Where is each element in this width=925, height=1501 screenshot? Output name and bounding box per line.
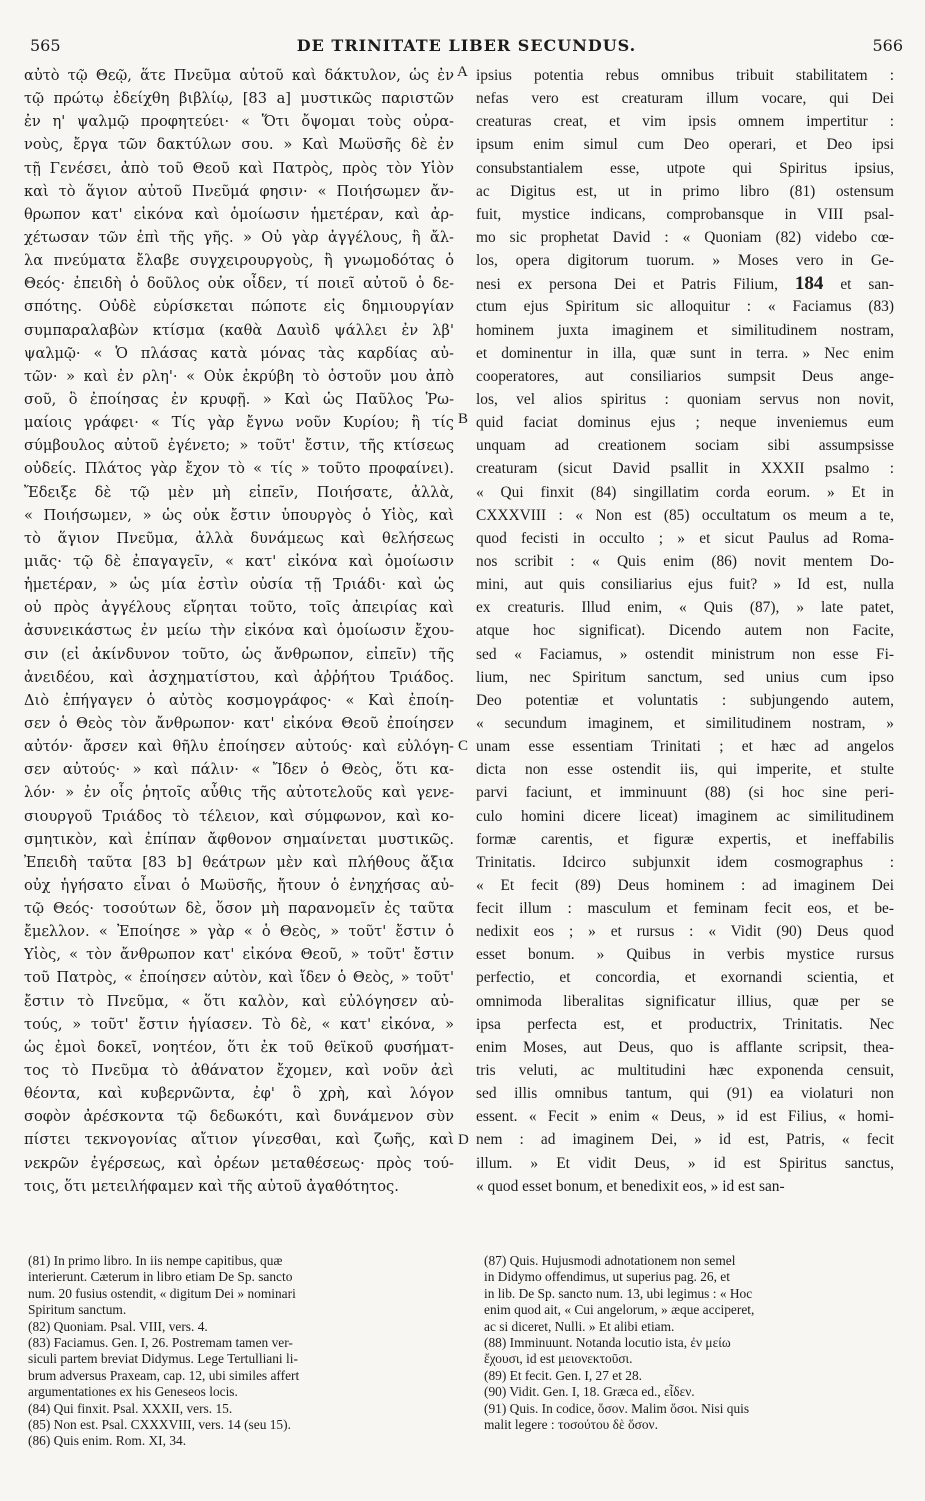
latin-text-line: nedixit eos ; » et rursus : « Vidit (90) Deus quod bbox=[476, 923, 894, 941]
latin-text-line: los, opera digitorum tuorum. » Moses vero in Ge- bbox=[476, 252, 894, 270]
greek-text-line: τῶν· » καὶ ἐν ρλη'· « Οὐκ ἐκρύβη τὸ ὀστοῦν μου ἀπὸ bbox=[24, 367, 454, 385]
footnote-line: (83) Faciamus. Gen. I, 26. Postremam tamen ver- bbox=[28, 1334, 293, 1350]
greek-text-line: αὐτὸ τῷ Θεῷ, ἅτε Πνεῦμα αὐτοῦ καὶ δάκτυλον, ὡς ἐν bbox=[24, 67, 454, 84]
latin-text-line: unam esse essentiam Trinitati ; et hæc ad angelos bbox=[476, 738, 894, 756]
greek-text-line: οὐχ ἡγήσατο εἶναι ὁ Μωϋσῆς, ἤτουν ὁ ἐνηχήσας αὐ- bbox=[24, 876, 454, 894]
latin-text-line: nos scribit : « Quis enim (86) novit mentem Do- bbox=[476, 552, 894, 570]
greek-text-line: ἀνειδέου, καὶ ἀσχηματίστου, καὶ ἀῤῥήτου Τριάδος. bbox=[24, 668, 454, 686]
latin-text-line: mini, aut quis consiliarius ejus fuit? » Id est, nulla bbox=[476, 576, 894, 594]
latin-text-line: creaturam (sicut David psallit in XXXII psalmo : bbox=[476, 460, 894, 478]
latin-text-line: parvi faciunt, et imminuunt (88) (si hoc sine peri- bbox=[476, 784, 894, 802]
latin-text-line: fecit illum : masculum et feminam fecit eos, et be- bbox=[476, 900, 894, 918]
latin-text-line: nem : ad imaginem Dei, » id est, Patris, « fecit bbox=[476, 1131, 894, 1149]
greek-text-line: « Ποιήσωμεν, » ὡς οὐκ ἔστιν ὑπουργὸς ὁ Υἱὸς, καὶ bbox=[24, 506, 454, 524]
footnote-line: in Didymo offendimus, ut superius pag. 26, et bbox=[484, 1269, 730, 1285]
latin-text-line: mo sic prophetat David : « Quoniam (82) videbo cœ- bbox=[476, 228, 894, 246]
latin-text-line: sed « Faciamus, » ostendit ministrum non esse Fi- bbox=[476, 645, 894, 663]
greek-text-line: θέοντα, καὶ κυβερνῶντα, ἐφ' ὃ χρὴ, καὶ λόγον bbox=[24, 1085, 454, 1103]
footnote-line: brum adversus Praxeam, cap. 12, ubi similes affert bbox=[28, 1367, 300, 1383]
latin-text-line: ipsius potentia rebus omnibus tribuit stabilitatem : bbox=[476, 67, 894, 84]
footnote-line: Spiritum sanctum. bbox=[28, 1302, 127, 1318]
greek-text-line: μαίοις γράφει· « Τίς γὰρ ἔγνω νοῦν Κυρίου; ἢ τίς bbox=[24, 414, 454, 432]
latin-text-line: Trinitatis. Idcirco subjunxit idem cosmographus : bbox=[476, 853, 894, 871]
greek-text-line: συμπαραλαβὼν κτίσμα (καθὰ Δαυὶδ ψάλλει ἐν λβ' bbox=[24, 321, 454, 339]
latin-text-line: Deo potentiæ et voluntatis : subjungendo autem, bbox=[476, 691, 894, 709]
footnotes-left bbox=[28, 1253, 448, 1450]
latin-text-line: cooperatores, aut consiliarios sumpsit Deus ange- bbox=[476, 367, 894, 385]
greek-text-line: Διὸ ἐπήγαγεν ὁ αὐτὸς κοσμογράφος· « Καὶ ἐποίη- bbox=[24, 691, 454, 709]
greek-text-line: τούς, » τοῦτ' ἔστιν ἡγίασεν. Τὸ δὲ, « κατ' εἰκόνα, » bbox=[24, 1015, 454, 1033]
footnote-line: ac si diceret, Nulli. » Et alibi etiam. bbox=[484, 1318, 675, 1334]
footnote-line: (88) Imminuunt. Notanda locutio ista, ἐν μείω bbox=[484, 1334, 731, 1350]
greek-text-line: λόν· » ἐν οἷς ῥητοῖς αὖθις τῆς αὐτοτελοῦς καὶ γενε- bbox=[24, 784, 454, 802]
greek-text-line: τοῦ Πατρὸς, « ἐποίησεν αὐτὸν, καὶ ἴδεν ὁ Θεὸς, » τοῦτ' bbox=[24, 969, 454, 987]
greek-text-line: οὐ πρὸς ἀγγέλους εἴρηται τοῦτο, τοῖς ἀπειρίας καὶ bbox=[24, 599, 454, 617]
page-number-left: 565 bbox=[30, 36, 61, 55]
footnote-line: (82) Quoniam. Psal. VIII, vers. 4. bbox=[28, 1318, 208, 1334]
greek-text-line: πίστει τεκνογονίας αἴτιον γίνεσθαι, καὶ ζωῆς, καὶ bbox=[24, 1131, 454, 1149]
greek-text-line: σιουργοῦ Τριάδος τὸ τέλειον, καὶ σύμφωνον, καὶ κο- bbox=[24, 807, 454, 825]
latin-text-line: los, vel alios spiritus : quoniam servus non novit, bbox=[476, 390, 894, 408]
latin-text-line: ipsum enim simul cum Deo operari, et Deo ipsi bbox=[476, 136, 894, 154]
running-title: DE TRINITATE LIBER SECUNDUS. bbox=[296, 36, 637, 55]
latin-text-line: quid faciat dominus ejus ; neque inveniemus eum bbox=[476, 414, 894, 432]
latin-text-line: et dominentur in illa, quæ sunt in terra. » Nec enim bbox=[476, 344, 894, 362]
latin-text-line: « Qui finxit (84) singillatim corda eorum. » Et in bbox=[476, 483, 894, 501]
footnote-line: enim quod ait, « Cui angelorum, » æque acciperet, bbox=[484, 1302, 755, 1318]
latin-text-line: ctum ejus Spiritum sic alloquitur : « Faciamus (83) bbox=[476, 298, 894, 316]
footnotes-right bbox=[484, 1253, 899, 1433]
greek-text-line: αὐτόν· ἄρσεν καὶ θῆλυ ἐποίησεν αὐτούς· καὶ εὐλόγη- bbox=[24, 738, 454, 756]
greek-text-line: Υἱὸς, « τὸν ἄνθρωπον κατ' εἰκόνα Θεοῦ, » τοῦτ' ἔστιν bbox=[24, 946, 454, 964]
greek-text-line: θρωπον κατ' εἰκόνα καὶ ὁμοίωσιν ἡμετέραν, καὶ ἀρ- bbox=[24, 205, 454, 223]
greek-text-line: μιᾶς· τῷ δὲ ἐπαγαγεῖν, « κατ' εἰκόνα καὶ ὁμοίωσιν bbox=[24, 552, 454, 570]
footnote-line: malit legere : τοσούτου δὲ ὅσον. bbox=[484, 1416, 658, 1432]
latin-text-line: nefas vero est creaturam illum vocare, qui Dei bbox=[476, 90, 894, 108]
greek-text-line: ἐν η' ψαλμῷ προφητεύει· « Ὅτι ὄψομαι τοὺς οὐρα- bbox=[24, 113, 454, 131]
greek-text-line: νεκρῶν ἐγέρσεως, καὶ ὀρέων μεταθέσεως· πρὸς τού- bbox=[24, 1154, 454, 1172]
footnote-line: (89) Et fecit. Gen. I, 27 et 28. bbox=[484, 1367, 643, 1383]
greek-text-line: οὐδείς. Πλάτος γὰρ ἔχον τὸ « τίς » τοῦτο προφαίνει). bbox=[24, 460, 454, 478]
greek-text-line: καὶ τὸ ἅγιον αὐτοῦ Πνεῦμά φησιν· « Ποιήσωμεν ἄν- bbox=[24, 182, 454, 200]
footnote-line: interierunt. Cæterum in libro etiam De Sp. sancto bbox=[28, 1269, 293, 1285]
greek-text-line: σμητικὸν, καὶ ἐπίπαν ἄφθονον σημαίνεται μυστικῶς. bbox=[24, 830, 454, 848]
latin-text-line: sed illis omnibus tantum, qui (91) ea violaturi non bbox=[476, 1085, 894, 1103]
footnote-line: (84) Qui finxit. Psal. XXXII, vers. 15. bbox=[28, 1400, 233, 1416]
latin-text-line: CXXXVIII : « Non est (85) occultatum os meum a te, bbox=[476, 506, 894, 524]
latin-text-line: culo homini dicere liceat) imaginem ac similitudinem bbox=[476, 807, 894, 825]
margin-letter-b: B bbox=[458, 411, 469, 427]
latin-text-line: illum. » Et vidit Deus, » id est Spiritus sanctus, bbox=[476, 1154, 894, 1172]
latin-text-line: dicta non esse ostendit iis, qui imperite, et stulte bbox=[476, 761, 894, 779]
greek-text-line: σοῦ, ὃ ἐποίησας ἐν κρυφῇ. » Καὶ ὡς Παῦλος Ῥω- bbox=[24, 390, 454, 408]
latin-text-line: nesi ex persona Dei et Patris Filium, 184 et san- bbox=[476, 273, 894, 295]
greek-text-line: τὸ ἅγιον Πνεῦμα, ἀλλὰ δυνάμεως καὶ θελήσεως bbox=[24, 529, 454, 547]
latin-text-line: unquam ad creationem sociam sibi assumpsisse bbox=[476, 437, 894, 455]
footnote-line: (87) Quis. Hujusmodi adnotationem non semel bbox=[484, 1253, 736, 1268]
page-number-right: 566 bbox=[872, 36, 903, 55]
latin-text-line: quod fecisti in occulto ; » et sicut Paulus ad Roma- bbox=[476, 529, 894, 547]
latin-text-line: formæ carentis, et figuræ expertis, et ineffabilis bbox=[476, 830, 894, 848]
greek-text-line: σιν (εἰ ἀκίνδυνον τοῦτο, ὡς ἄνθρωπον, εἰπεῖν) τῆς bbox=[24, 645, 454, 663]
latin-column bbox=[476, 64, 894, 1198]
latin-text-line: perfectio, et concordia, et exornandi scientia, et bbox=[476, 969, 894, 987]
footnote-line: siculi partem breviat Didymus. Lege Tertulliani li- bbox=[28, 1351, 298, 1367]
latin-text-line: « Et fecit (89) Deus hominem : ad imaginem Dei bbox=[476, 876, 894, 894]
greek-text-line: ὡς ἐμοὶ δοκεῖ, νοητέον, ὅτι ἐκ τοῦ θεϊκοῦ φυσήματ- bbox=[24, 1038, 454, 1056]
latin-text-line: creaturas creat, et vim ipsis omnem impertitur : bbox=[476, 113, 894, 131]
latin-text-line: tris veluti, ac multitudini hæc exponenda censuit, bbox=[476, 1062, 894, 1080]
footnote-line: (85) Non est. Psal. CXXXVIII, vers. 14 (seu 15). bbox=[28, 1416, 291, 1432]
greek-text-line: τῇ Γενέσει, ἀπὸ τοῦ Θεοῦ καὶ Πατρὸς, πρὸς τὸν Υἱὸν bbox=[24, 159, 454, 177]
greek-text-line: τῷ Θεός· τοσούτων δὲ, ὅσον μὴ παρανομεῖν ἐς ταῦτα bbox=[24, 900, 454, 918]
greek-column bbox=[24, 64, 454, 1198]
latin-text-line: ac Digitus est, ut in primo libro (81) ostensum bbox=[476, 182, 894, 200]
greek-text-line: λα πνεύματα ἔλαβε συγχειρουργοὺς, ἢ γνωμοδότας ὁ bbox=[24, 252, 454, 270]
latin-text-line: enim Moses, aut Deus, quo is afflante scripsit, thea- bbox=[476, 1038, 894, 1056]
footnote-line: (90) Vidit. Gen. I, 18. Græca ed., εἶδεν. bbox=[484, 1384, 695, 1400]
greek-text-line: τῷ πρώτῳ ἐδείχθη βιβλίῳ, [83 a] μυστικῶς παριστῶν bbox=[24, 90, 454, 108]
footnote-line: argumentationes ex his Geneseos locis. bbox=[28, 1384, 238, 1400]
greek-text-line: τοις, ὅτι μετειλήφαμεν καὶ τῆς αὐτοῦ ἀγαθότητος. bbox=[24, 1177, 399, 1195]
greek-text-line: ἀσυνεικάστως ἐν μείω τὴν εἰκόνα καὶ ὁμοίωσιν ἔχου- bbox=[24, 622, 454, 640]
latin-text-line: fuit, mystice indicans, comprobansque in VIII psal- bbox=[476, 205, 894, 223]
greek-text-line: σύμβουλος αὐτοῦ ἐγένετο; » τοῦτ' ἔστιν, τῆς κτίσεως bbox=[24, 437, 454, 455]
latin-text-line: « secundum imaginem, et similitudinem nostram, » bbox=[476, 714, 894, 732]
column-number: 184 bbox=[794, 273, 824, 295]
footnote-line: ἔχουσι, id est μειονεκτοῦσι. bbox=[484, 1351, 633, 1367]
margin-letter-a: A bbox=[457, 64, 468, 80]
greek-text-line: νοὺς, ἔργα τῶν δακτύλων σου. » Καὶ Μωϋσῆς δὲ ἐν bbox=[24, 136, 454, 154]
footnote-line: in lib. De Sp. sancto num. 13, ubi legimus : « Hoc bbox=[484, 1285, 753, 1301]
latin-text-line: lium, nec Spiritum sanctum, sed unius cum ipso bbox=[476, 668, 894, 686]
greek-text-line: σοφὸν ἀρέσκοντα τῷ δεδωκότι, καὶ δυνάμενον σὺν bbox=[24, 1108, 454, 1126]
page-header bbox=[30, 36, 903, 60]
greek-text-line: ἡμετέραν, » ὡς μία ἐστὶν οὐσία τῇ Τριάδι· καὶ ὡς bbox=[24, 576, 454, 594]
latin-text-line: hominem juxta imaginem et similitudinem nostram, bbox=[476, 321, 894, 339]
greek-text-line: χέτωσαν τῶν ἐπὶ τῆς γῆς. » Οὐ γὰρ ἀγγέλους, ἢ ἄλ- bbox=[24, 228, 454, 246]
greek-text-line: Ἔδειξε δὲ τῷ μὲν μὴ εἰπεῖν, Ποιήσατε, ἀλλὰ, bbox=[24, 483, 454, 501]
greek-text-line: ἔστιν τὸ Πνεῦμα, « ὅτι καλὸν, καὶ εὐλόγησεν αὐ- bbox=[24, 992, 454, 1010]
greek-text-line: Ἐπειδὴ ταῦτα [83 b] θεάτρων μὲν καὶ πλήθους ἄξια bbox=[24, 853, 454, 871]
latin-text-line: omnimoda liberalitas significatur illius, quæ per se bbox=[476, 992, 894, 1010]
latin-text-line: atque hoc significat). Dicendo autem non Facite, bbox=[476, 622, 894, 640]
margin-letter-d: D bbox=[458, 1132, 469, 1148]
footnote-line: (91) Quis. In codice, ὅσον. Malim ὅσοι. Nisi quis bbox=[484, 1400, 750, 1416]
latin-text-line: ex creaturis. Illud enim, « Quis (87), » late patet, bbox=[476, 599, 894, 617]
greek-text-line: σπότης. Οὐδὲ εὑρίσκεται πώποτε εἰς δημιουργίαν bbox=[24, 298, 454, 316]
greek-text-line: σεν ὁ Θεὸς τὸν ἄνθρωπον· κατ' εἰκόνα Θεοῦ ἐποίησεν bbox=[24, 714, 454, 732]
footnote-line: num. 20 fusius ostendit, « digitum Dei » nominari bbox=[28, 1285, 296, 1301]
greek-text-line: Θεός· ἐπειδὴ ὁ δοῦλος οὐκ οἶδεν, τί ποιεῖ αὐτοῦ ὁ δε- bbox=[24, 275, 454, 293]
latin-text-line: ipsa perfecta est, et productrix, Trinitatis. Nec bbox=[476, 1015, 894, 1033]
latin-text-line: essent. « Fecit » enim « Deus, » id est Filius, « homi- bbox=[476, 1108, 894, 1126]
margin-letter-c: C bbox=[458, 738, 469, 754]
footnote-line: (86) Quis enim. Rom. XI, 34. bbox=[28, 1433, 187, 1449]
greek-text-line: ψαλμῷ· « Ὁ πλάσας κατὰ μόνας τὰς καρδίας αὐ- bbox=[24, 344, 454, 362]
footnote-line: (81) In primo libro. In iis nempe capitibus, quæ bbox=[28, 1253, 283, 1268]
latin-text-line: consubstantialem esse, utpote qui Spiritus ipsius, bbox=[476, 159, 894, 177]
latin-text-line: esset bonum. » Quibus in verbis mystice rursus bbox=[476, 946, 894, 964]
greek-text-line: σεν αὐτούς· » καὶ πάλιν· « Ἴδεν ὁ Θεὸς, ὅτι κα- bbox=[24, 761, 454, 779]
greek-text-line: τος τὸ Πνεῦμα τὸ ἀθάνατον ἔχομεν, καὶ νοῦν ἀεὶ bbox=[24, 1062, 454, 1080]
latin-text-line: « quod esset bonum, et benedixit eos, » id est san- bbox=[476, 1177, 785, 1195]
greek-text-line: ἔμελλον. « Ἐποίησε » γὰρ « ὁ Θεὸς, » τοῦτ' ἔστιν ὁ bbox=[24, 923, 454, 941]
